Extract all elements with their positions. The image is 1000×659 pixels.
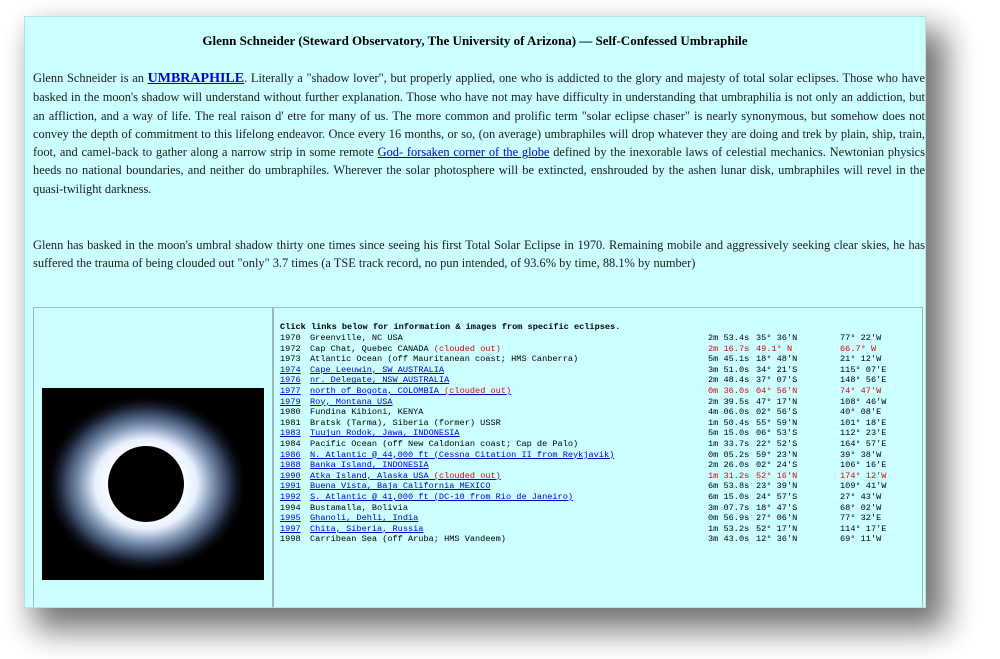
eclipse-duration: 6m 53.8s [708, 481, 750, 492]
eclipse-latitude: 52° 16'N [756, 470, 798, 481]
eclipse-duration: 1m 33.7s [708, 438, 750, 449]
eclipse-latitude: 55° 59'N [756, 417, 798, 428]
eclipse-row[interactable] [280, 365, 920, 376]
eclipse-row[interactable] [280, 513, 920, 524]
eclipse-location-text: Cape Leeuwin, SW AUSTRALIA [310, 364, 445, 375]
eclipse-longitude: 115° 07'E [840, 364, 887, 375]
eclipse-location[interactable] [310, 524, 710, 535]
eclipse-latitude: 27° 06'N [756, 513, 798, 524]
eclipse-year[interactable]: 1976 [280, 375, 301, 386]
eclipse-duration: 1m 53.2s [708, 523, 750, 534]
eclipse-location-text: Bratsk (Tarma), Siberia (former) USSR [310, 417, 501, 428]
eclipse-duration: 2m 26.0s [708, 460, 750, 471]
eclipse-location-text: Carribean Sea (off Aruba; HMS Vandeem) [310, 534, 506, 545]
eclipse-location [310, 333, 710, 344]
eclipse-longitude: 68° 02'W [840, 502, 882, 513]
eclipse-longitude: 77° 22'W [840, 333, 882, 343]
eclipse-year[interactable]: 1974 [280, 364, 301, 375]
eclipse-location-text: nr. Delegate, NSW AUSTRALIA [310, 375, 450, 386]
globe-link[interactable]: God- forsaken corner of the globe [377, 145, 550, 160]
eclipse-year[interactable]: 1992 [280, 491, 301, 502]
eclipse-longitude: 27° 43'W [840, 491, 882, 502]
intro-pre-text: Glenn Schneider is an [33, 71, 148, 85]
eclipse-duration: 0m 36.0s [708, 385, 750, 396]
clouded-out-tag: (clouded out) [428, 470, 501, 481]
eclipse-location[interactable] [310, 513, 710, 524]
eclipse-duration: 5m 45.1s [708, 354, 750, 365]
moon-disk [108, 446, 184, 522]
eclipse-location [310, 407, 710, 418]
eclipse-year[interactable]: 1979 [280, 396, 301, 407]
eclipse-longitude: 21° 12'W [840, 354, 882, 365]
eclipse-longitude: 77° 32'E [840, 513, 882, 524]
eclipse-year[interactable]: 1988 [280, 460, 301, 471]
eclipse-duration: 1m 50.4s [708, 417, 750, 428]
eclipse-latitude: 18° 48'N [756, 354, 798, 365]
eclipse-row[interactable] [280, 481, 920, 492]
eclipse-location-text: Chita, Siberia, Russia [310, 523, 424, 534]
eclipse-location-text: Atlantic Ocean (off Mauritanean coast; HMS Canberra) [310, 354, 579, 365]
eclipse-duration: 0m 05.2s [708, 449, 750, 460]
eclipse-location-text: Pacific Ocean (off New Caldonian coast; Cap de Palo) [310, 438, 579, 449]
eclipse-longitude: 148° 56'E [840, 375, 887, 386]
intro-mid-text: . Literally a "shadow lover", but properly applied, one who is addicted to the glory and majesty of total solar eclipses. Those who have basked in the moon's shadow will understand without further explanation. Those who have not may have difficulty in understanding that umbraphilia is not only an addiction, but an affliction, and a way of life. The real raison d' etre for many of us. The more common and prolific term "solar eclipse chaser" is nearly synonymous, but somehow does not convey the depth of commitment to this lifelong endeavor. Once every 16 months, or so, (on average) umbraphiles will drop whatever they are doing and trek by plain, ship, train, foot, and camel-back to gather along a narrow strip in some remote [33, 71, 925, 160]
eclipse-latitude: 59° 23'N [756, 449, 798, 460]
eclipse-latitude: 35° 36'N [756, 333, 798, 343]
eclipse-location-text: Cap Chat, Quebec CANADA [310, 343, 429, 354]
eclipse-row [280, 503, 920, 514]
record-paragraph: Glenn has basked in the moon's umbral shadow thirty one times since seeing his first Total Solar Eclipse in 1970. Remaining mobile and aggressively seeking clear skies, he has suffered the trauma of being clouded out "only" 3.7 times (a TSE track record, no pun intended, of 93.6% by time, 88.1% by number) [33, 238, 925, 271]
eclipse-year: 1981 [280, 417, 301, 428]
eclipse-latitude: 18° 47'S [756, 502, 798, 513]
intro-paragraph [33, 69, 925, 198]
eclipse-longitude: 101° 18'E [840, 417, 887, 428]
eclipse-row[interactable] [280, 375, 920, 386]
eclipse-image-panel [33, 307, 273, 608]
eclipse-latitude: 02° 24'S [756, 460, 798, 471]
eclipse-row[interactable] [280, 460, 920, 471]
eclipse-location-text: Roy, Montana USA [310, 396, 393, 407]
eclipse-longitude: 39° 38'W [840, 449, 882, 460]
eclipse-latitude: 12° 36'N [756, 534, 798, 545]
eclipse-duration: 0m 56.9s [708, 513, 750, 524]
eclipse-year: 1972 [280, 343, 301, 354]
eclipse-row[interactable] [280, 428, 920, 439]
eclipse-year: 1998 [280, 534, 301, 545]
eclipse-location [310, 418, 710, 429]
eclipse-duration: 2m 39.5s [708, 396, 750, 407]
solar-eclipse-image [42, 388, 264, 580]
eclipse-location-text: Ghanoli, Dehli, India [310, 513, 419, 524]
eclipse-row [280, 333, 920, 344]
eclipse-latitude: 04° 56'N [756, 385, 798, 396]
eclipse-longitude: 114° 17'E [840, 523, 887, 534]
eclipse-row [280, 407, 920, 418]
eclipse-latitude: 23° 39'N [756, 481, 798, 492]
eclipse-location [310, 534, 710, 545]
eclipse-latitude: 37° 07'S [756, 375, 798, 386]
eclipse-list-panel [273, 307, 923, 608]
eclipse-duration: 5m 15.0s [708, 428, 750, 439]
eclipse-longitude: 108° 46'W [840, 396, 887, 407]
eclipse-location-text: Tuujun Rodok, Jawa, INDONESIA [310, 428, 460, 439]
eclipse-longitude: 74° 47'W [840, 385, 882, 396]
eclipse-year[interactable]: 1990 [280, 470, 301, 481]
umbraphile-link[interactable]: UMBRAPHILE [147, 71, 245, 86]
eclipse-duration: 6m 15.0s [708, 491, 750, 502]
eclipse-location[interactable] [310, 428, 710, 439]
page-title: Glenn Schneider (Steward Observatory, The University of Arizona) — Self-Confessed Umbraphile [202, 33, 748, 48]
eclipse-location-text: N. Atlantic @ 44,000 ft (Cessna Citation II from Reykjavik) [310, 449, 615, 460]
eclipse-year[interactable]: 1983 [280, 428, 301, 439]
eclipse-year: 1973 [280, 354, 301, 365]
eclipse-location[interactable] [310, 450, 710, 461]
eclipse-longitude: 174° 12'W [840, 470, 887, 481]
eclipse-latitude: 52° 17'N [756, 523, 798, 534]
eclipse-list [280, 333, 920, 545]
eclipse-location[interactable] [310, 397, 710, 408]
eclipse-location[interactable] [310, 460, 710, 471]
eclipse-duration: 2m 48.4s [708, 375, 750, 386]
eclipse-location [310, 354, 710, 365]
eclipse-duration: 3m 51.0s [708, 364, 750, 375]
eclipse-duration: 4m 06.0s [708, 407, 750, 418]
eclipse-location [310, 503, 710, 514]
eclipse-location-text: Buena Vista, Baja California MEXICO [310, 481, 491, 492]
eclipse-latitude: 49.1° N [756, 343, 793, 354]
eclipse-duration: 3m 07.7s [708, 502, 750, 513]
eclipse-list-header: Click links below for information & images from specific eclipses. [280, 322, 621, 332]
eclipse-duration: 2m 16.7s [708, 343, 750, 354]
clouded-out-tag: (clouded out) [428, 343, 501, 354]
eclipse-longitude: 40° 08'E [840, 407, 882, 418]
eclipse-location-text: Fundina Kibioni, KENYA [310, 407, 424, 418]
eclipse-longitude: 112° 23'E [840, 428, 887, 439]
eclipse-year[interactable]: 1991 [280, 481, 301, 492]
clouded-out-tag: (clouded out) [438, 385, 512, 396]
eclipse-location[interactable] [310, 386, 710, 397]
eclipse-longitude: 164° 57'E [840, 438, 887, 449]
eclipse-location[interactable] [310, 481, 710, 492]
eclipse-year: 1980 [280, 407, 301, 418]
eclipse-year: 1984 [280, 438, 301, 449]
eclipse-year[interactable]: 1986 [280, 449, 301, 460]
eclipse-row [280, 439, 920, 450]
eclipse-latitude: 34° 21'S [756, 364, 798, 375]
eclipse-latitude: 02° 56'S [756, 407, 798, 418]
eclipse-location [310, 344, 710, 355]
eclipse-row [280, 534, 920, 545]
eclipse-latitude: 47° 17'N [756, 396, 798, 407]
eclipse-year: 1970 [280, 333, 301, 343]
eclipse-latitude: 22° 52'S [756, 438, 798, 449]
eclipse-location-text: Bustamalla, Bolivia [310, 502, 408, 513]
eclipse-row [280, 344, 920, 355]
eclipse-location [310, 439, 710, 450]
eclipse-longitude: 69° 11'W [840, 534, 882, 545]
eclipse-latitude: 06° 53'S [756, 428, 798, 439]
eclipse-row[interactable] [280, 450, 920, 461]
eclipse-duration: 1m 31.2s [708, 470, 750, 481]
eclipse-location-text: Atka Island, Alaska USA [310, 470, 429, 481]
eclipse-row[interactable] [280, 492, 920, 503]
eclipse-location[interactable] [310, 492, 710, 503]
eclipse-year[interactable]: 1995 [280, 513, 301, 524]
eclipse-year: 1994 [280, 502, 301, 513]
eclipse-year[interactable]: 1977 [280, 385, 301, 396]
eclipse-longitude: 106° 16'E [840, 460, 887, 471]
eclipse-location-text: Greenville, NC USA [310, 333, 403, 343]
eclipse-row[interactable] [280, 471, 920, 482]
eclipse-longitude: 66.7° W [840, 343, 877, 354]
eclipse-location[interactable] [310, 471, 710, 482]
eclipse-duration: 2m 53.4s [708, 333, 750, 343]
eclipse-row[interactable] [280, 524, 920, 535]
eclipse-location-text: Banka Island, INDONESIA [310, 460, 429, 471]
eclipse-row[interactable] [280, 397, 920, 408]
eclipse-duration: 3m 43.0s [708, 534, 750, 545]
eclipse-location[interactable] [310, 375, 710, 386]
eclipse-row [280, 418, 920, 429]
eclipse-longitude: 109° 41'W [840, 481, 887, 492]
web-page [24, 16, 926, 608]
intro-post-text: defined by the inexorable laws of celestial mechanics. Newtonian physics heeds no national boundaries, and neither do umbraphiles. Wherever the solar photosphere will be extincted, enshrouded by the ashen lunar disk, umbraphiles will revel in the quasi-twilight darkness. [33, 145, 925, 196]
eclipse-row [280, 354, 920, 365]
eclipse-location[interactable] [310, 365, 710, 376]
eclipse-latitude: 24° 57'S [756, 491, 798, 502]
eclipse-location-text: S. Atlantic @ 41,000 ft (DC-10 from Rio de Janeiro) [310, 491, 574, 502]
eclipse-year[interactable]: 1997 [280, 523, 301, 534]
eclipse-location-text: north of Bogota, COLOMBIA [310, 385, 439, 396]
eclipse-row[interactable] [280, 386, 920, 397]
